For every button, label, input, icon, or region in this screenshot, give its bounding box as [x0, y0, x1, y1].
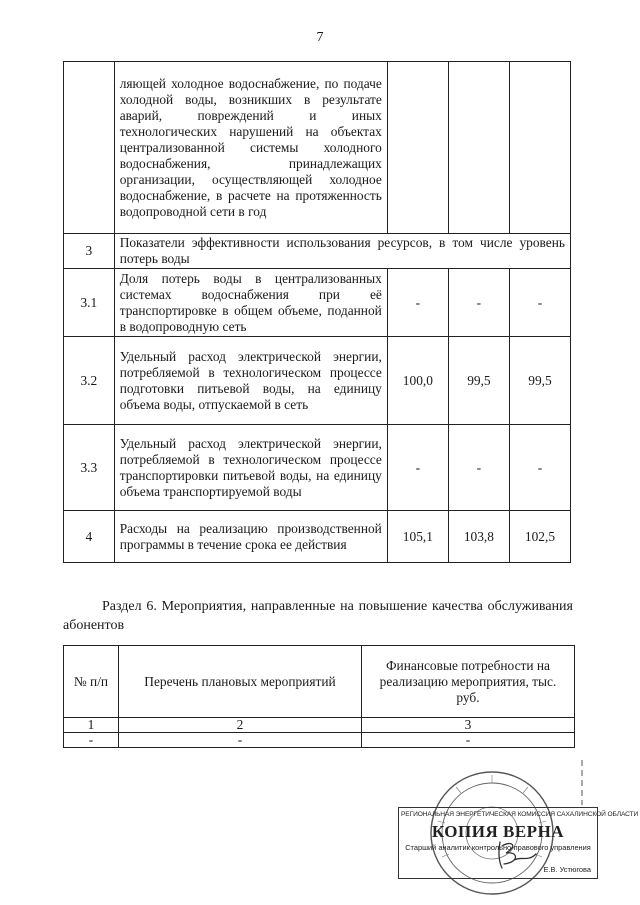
row-cell: - — [64, 733, 119, 748]
row-cell: - — [119, 733, 362, 748]
row-name: Доля потерь воды в централизованных системах водоснабжения при её транспортировке в общем объеме, поданной в водопроводную сеть — [114, 269, 387, 337]
row-number: 3.1 — [64, 269, 115, 337]
table-row — [64, 269, 571, 337]
row-number — [64, 62, 115, 234]
stamp-title: КОПИЯ ВЕРНА — [431, 822, 565, 841]
row-value-1: 105,1 — [387, 511, 448, 563]
header-number: № п/п — [64, 646, 119, 718]
index-cell: 1 — [64, 718, 119, 733]
row-value-3 — [509, 62, 570, 234]
row-cell: - — [362, 733, 575, 748]
table-row — [64, 425, 571, 511]
row-number: 3.3 — [64, 425, 115, 511]
table-index-row — [64, 718, 575, 733]
row-value-1: - — [387, 425, 448, 511]
index-cell: 2 — [119, 718, 362, 733]
row-value-3: 99,5 — [509, 337, 570, 425]
row-number: 3 — [64, 234, 115, 269]
table-row — [64, 62, 571, 234]
header-measures: Перечень плановых мероприятий — [119, 646, 362, 718]
section-heading: Показатели эффективности использования ресурсов, в том числе уровень потерь воды — [114, 234, 570, 269]
table-header-row — [64, 646, 575, 718]
table-row — [64, 234, 571, 269]
handwritten-signature — [492, 838, 542, 872]
stamp-signatory: Е.В. Устюгова — [543, 865, 591, 874]
indicators-table — [63, 61, 571, 563]
table-row — [64, 337, 571, 425]
row-value-2: - — [448, 269, 509, 337]
row-value-1: - — [387, 269, 448, 337]
page-number: 7 — [316, 30, 324, 45]
table-row — [64, 511, 571, 563]
stamp-organization: РЕГИОНАЛЬНАЯ ЭНЕРГЕТИЧЕСКАЯ КОМИССИЯ САХАЛИНСКОЙ ОБЛАСТИ — [401, 811, 639, 818]
margin-mark — [580, 760, 584, 805]
row-name: Удельный расход электрической энергии, потребляемой в технологическом процессе подготовки питьевой воды, на единицу объема воды, отпускаемой в сеть — [114, 337, 387, 425]
index-cell: 3 — [362, 718, 575, 733]
row-value-3: - — [509, 425, 570, 511]
measures-table — [63, 645, 575, 748]
row-value-2 — [448, 62, 509, 234]
row-value-3: - — [509, 269, 570, 337]
row-name: Удельный расход электрической энергии, потребляемой в технологическом процессе транспортировки питьевой воды, на единицу объема транспортируемой воды — [114, 425, 387, 511]
stamp-position: Старший аналитик контрольно-правового управления — [405, 843, 591, 852]
row-value-2: 99,5 — [448, 337, 509, 425]
row-number: 3.2 — [64, 337, 115, 425]
table-row — [64, 733, 575, 748]
row-value-1: 100,0 — [387, 337, 448, 425]
row-value-3: 102,5 — [509, 511, 570, 563]
row-value-2: - — [448, 425, 509, 511]
section-title: Раздел 6. Мероприятия, направленные на повышение качества обслуживания абонентов — [63, 599, 573, 633]
row-value-1 — [387, 62, 448, 234]
row-name: Расходы на реализацию производственной программы в течение срока ее действия — [114, 511, 387, 563]
header-finance: Финансовые потребности на реализацию мероприятия, тыс. руб. — [362, 646, 575, 718]
row-number: 4 — [64, 511, 115, 563]
row-value-2: 103,8 — [448, 511, 509, 563]
row-name: ляющей холодное водоснабжение, по подаче холодной воды, возникших в результате аварий, повреждений и иных технологических нарушений на объектах централизованной системы холодного водоснабжения, принадлежащих организации, осуществляющей холодное водоснабжение, в расчете на протяженность водопроводной сети в год — [114, 62, 387, 234]
